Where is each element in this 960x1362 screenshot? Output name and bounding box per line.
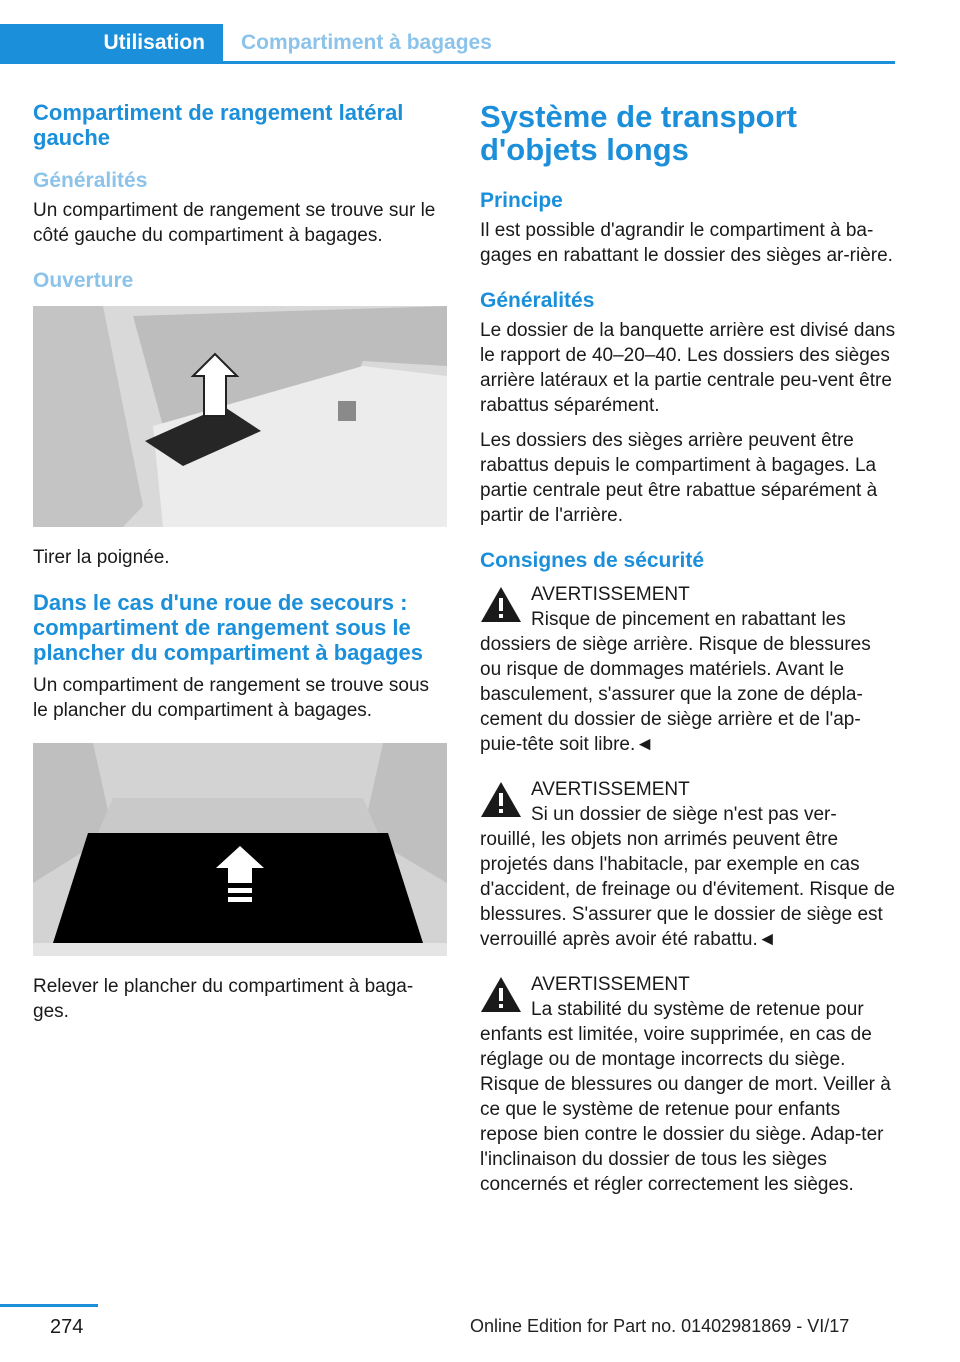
warning-icon [480,976,522,1013]
warning-icon [480,586,522,623]
paragraph: Il est possible d'agrandir le compartiment à ba-gages en rabattant le dossier des sièges ar-rière. [480,220,893,266]
paragraph: Un compartiment de rangement se trouve sous le plancher du compartiment à bagages. [33,675,430,721]
left-column [33,100,447,1044]
subheading-principle: Principe [480,189,563,212]
warning-title: AVERTISSEMENT [531,584,690,605]
right-column [480,100,896,1217]
section-tab: Compartiment à bagages [241,31,492,54]
floor-compartment-photo [33,743,447,956]
section-heading: Dans le cas d'une roue de secours : compartiment de rangement sous le plancher du compartiment à bagages [33,590,423,665]
warning-block [480,972,896,1197]
side-compartment-photo [33,306,447,527]
chapter-tab: Utilisation [0,24,223,61]
warning-title: AVERTISSEMENT [531,974,690,995]
warning-text-first: Risque de pincement en rabattant les [531,609,846,630]
warning-text: enfants est limitée, voire supprimée, en cas de réglage ou de montage incorrects du siège. Risque de blessures ou danger de mort. Veiller à ce que le système de retenue pour enfants repose bien contre le dossier du siège. Adap-ter l'inclinaison du dossier de tous les sièges concernés et régler correctement les sièges. [480,1024,891,1195]
subheading-opening: Ouverture [33,269,134,292]
subheading-general: Généralités [480,289,595,312]
paragraph: Les dossiers des sièges arrière peuvent être rabattus depuis le compartiment à bagages. La partie centrale peut être rabattue séparément à partir de l'arrière. [480,430,878,526]
paragraph: Un compartiment de rangement se trouve sur le côté gauche du compartiment à bagages. [33,200,436,246]
section-heading: Compartiment de rangement latéral gauche [33,100,404,150]
paragraph: Le dossier de la banquette arrière est divisé dans le rapport de 40–20–40. Les dossiers des sièges arrière latéraux et la partie centrale peu-vent être rabattus séparément. [480,320,896,416]
page-section-title: Système de transport d'objets longs [480,99,797,167]
footer-edition: Online Edition for Part no. 01402981869 - VI/17 [470,1316,850,1336]
warning-text-first: La stabilité du système de retenue pour [531,999,864,1020]
page-header [0,24,895,64]
subheading-general: Généralités [33,169,148,192]
warning-text: dossiers de siège arrière. Risque de blessures ou risque de dommages matériels. Avant le basculement, s'assurer que la zone de dépla-cement du dossier de siège arrière et de l'ap-puie-tête soit libre.◄ [480,634,871,755]
page-number-bar [0,1304,98,1307]
warning-icon [480,781,522,818]
subheading-safety: Consignes de sécurité [480,549,705,572]
page-number: 274 [50,1316,84,1338]
warning-block [480,777,896,952]
warning-block [480,582,896,757]
warning-title: AVERTISSEMENT [531,779,690,800]
caption: Tirer la poignée. [33,547,170,568]
caption: Relever le plancher du compartiment à baga-ges. [33,976,414,1022]
warning-text-first: Si un dossier de siège n'est pas ver- [531,804,837,825]
warning-text: rouillé, les objets non arrimés peuvent être projetés dans l'habitacle, par exemple en cas d'accident, de freinage ou d'évitement. Risque de blessures. S'assurer que le dossier de siège est verrouillé après avoir été rabattu.◄ [480,829,895,950]
